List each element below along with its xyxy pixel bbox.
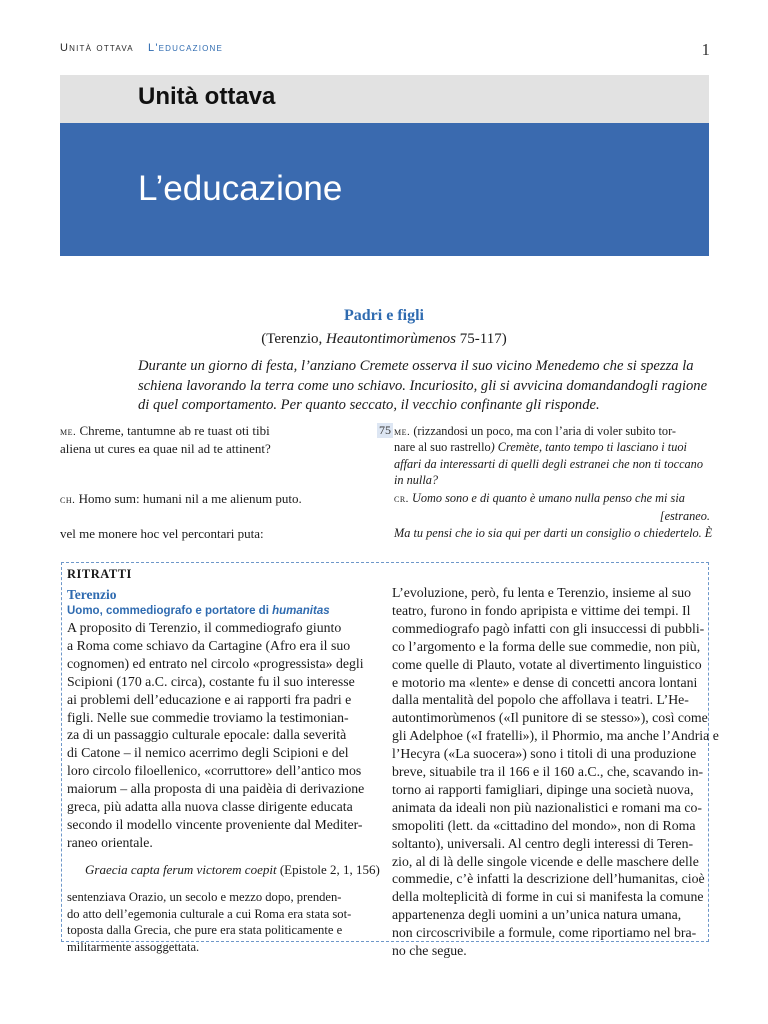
box-text-line: commedie, c’è infatti la descrizione dell’humanitas, cioè xyxy=(392,871,705,887)
translation-line xyxy=(394,525,712,542)
translation-text: ) Cremète, tanto tempo ti lasciano i tuoi xyxy=(490,440,687,454)
box-name: Terenzio xyxy=(67,587,117,602)
box-text-line: loro circolo filoellenico, «corruttore» dell’antico mos xyxy=(67,763,362,779)
box-text-line: smopoliti (lett. da «cittadino del mondo», non di Roma xyxy=(392,817,696,833)
speaker-label: me. xyxy=(60,426,77,438)
box-subtitle-italic: humanitas xyxy=(272,605,330,617)
box-text-line: ai problemi dell’educazione e ai rapporti fra padri e xyxy=(67,691,352,707)
box-text-line: za di un passaggio culturale epocale: dalla severità xyxy=(67,727,347,743)
box-text-line: A proposito di Terenzio, il commediografo giunto xyxy=(67,620,342,635)
box-text-line: secondo il modello vincente proveniente dal Mediter- xyxy=(67,816,363,832)
translation-line xyxy=(394,456,703,473)
ritratti-box xyxy=(61,562,719,958)
box-text-line: appartenenza degli uomini a un’unica natura umana, xyxy=(392,907,682,923)
translation-text: in nulla? xyxy=(394,473,439,487)
translation-line xyxy=(394,439,687,456)
reading-source xyxy=(0,331,768,348)
speaker-label: me. xyxy=(394,426,411,438)
translation-text: affari da interessarti di quelli degli estranei che non ti toccano xyxy=(394,457,703,471)
translation-text: (rizzandosi un poco, ma con l’aria di voler subito tor- xyxy=(410,424,677,438)
latin-line xyxy=(60,441,271,457)
box-text-line: gli Adelphoe («I fratelli»), il Phormio, ma anche l’Andria e xyxy=(392,728,719,744)
box-text-line: co l’argomento e la forma delle sue commedie, non più, xyxy=(392,638,701,654)
box-text-line: e motorio ma «lente» e dense di concetti ancora lontani xyxy=(392,674,698,690)
latin-line-text: vel me monere hoc vel percontari puta: xyxy=(60,526,264,541)
box-text-line: zio, al di là delle singole vicende e delle maschere delle xyxy=(392,853,699,869)
box-text-line: cognomen) ed entrato nel circolo «progressista» degli xyxy=(67,655,364,671)
translation-text: Ma tu pensi che io sia qui per darti un consiglio o chiedertelo. È xyxy=(394,526,713,540)
box-text-line: sentenziava Orazio, un secolo e mezzo dopo, prenden- xyxy=(67,889,342,904)
box-text-line: breve, situabile tra il 166 e il 160 a.C., che, scavando in- xyxy=(392,764,704,779)
running-head xyxy=(60,40,710,60)
box-text-line: l’Hecyra («La suocera») sono i titoli di una produzione xyxy=(392,746,697,762)
running-head-unit: Unità ottava xyxy=(60,42,134,54)
translation-line xyxy=(660,508,710,525)
quote-text: Graecia capta ferum victorem coepit xyxy=(85,861,277,877)
translation-line xyxy=(394,472,438,489)
latin-line-text: aliena ut cures ea quae nil ad te attinent? xyxy=(60,441,271,456)
box-text-line: greca, più adatta alla nuova classe dirigente educata xyxy=(67,799,353,814)
translation-line xyxy=(394,423,676,441)
box-text-line: commediografo pagò infatti con gli insuccessi di pubbli- xyxy=(392,620,705,636)
box-text-line: di Catone – il nemico acerrimo degli Scipioni e del xyxy=(67,745,349,761)
box-text-line: non circoscrivibile a formule, come riportiamo nel bra- xyxy=(392,925,697,941)
box-text-line: toposta dalla Grecia, che pure era stata politicamente e xyxy=(67,923,343,938)
running-head-section: L'educazione xyxy=(148,42,224,54)
box-subtitle-text: Uomo, commediografo e portatore di xyxy=(67,605,273,617)
box-text-line: do atto dell’egemonia culturale a cui Roma era stata sot- xyxy=(67,906,352,921)
box-text-line: maiorum – alla proposta di una paidèia di derivazione xyxy=(67,781,365,797)
box-text-line: della molteplicità di forme in cui si manifesta la comune xyxy=(392,889,704,905)
box-text-line: militarmente assoggettata. xyxy=(67,940,200,955)
speaker-label: cr. xyxy=(394,493,409,505)
translation-text: [estraneo. xyxy=(659,509,710,523)
translation-line xyxy=(394,490,685,508)
box-text-line: teatro, furono in fondo apripista e vittime dei tempi. Il xyxy=(392,602,691,618)
box-text-line: animata da ideali non più nazionalistici e romani ma co- xyxy=(392,799,702,815)
box-text-line: raneo orientale. xyxy=(67,834,153,850)
box-heading: RITRATTI xyxy=(67,567,132,581)
unit-title: Unità ottava xyxy=(138,83,276,110)
box-text-line: a Roma come schiavo da Cartagine (Afro era il suo xyxy=(67,637,351,653)
quote-reference: (Epistole 2, 1, 156) xyxy=(276,861,380,877)
box-subtitle xyxy=(67,605,330,617)
chapter-banner xyxy=(60,123,709,256)
reading-source-lines: 75-117) xyxy=(456,331,507,347)
box-text-line: no che segue. xyxy=(392,943,467,958)
reading-source-author: (Terenzio, xyxy=(261,331,327,347)
latin-line-text: Chreme, tantumne ab re tuast oti tibi xyxy=(76,423,270,438)
translation-text: Uomo sono e di quanto è umano nulla penso che mi sia xyxy=(408,491,685,505)
box-text-line: L’evoluzione, però, fu lenta e Terenzio, insieme al suo xyxy=(392,585,692,600)
latin-line xyxy=(60,526,264,542)
reading-source-work: Heautontimorùmenos xyxy=(326,331,457,347)
reading-title: Padri e figli xyxy=(344,307,424,324)
box-text-line: Scipioni (170 a.C. circa), costante fu il suo interesse xyxy=(67,673,355,689)
unit-banner xyxy=(60,75,709,123)
box-text-line: dalla mentalità del popolo che affollava i teatri. L’He- xyxy=(392,692,689,708)
box-text-line: autontimorùmenos («Il punitore di se stesso»), così come xyxy=(392,710,708,726)
box-quote xyxy=(85,861,380,879)
verse-number: 75 xyxy=(379,423,391,437)
latin-line xyxy=(60,423,270,439)
latin-line-text: Homo sum: humani nil a me alienum puto. xyxy=(75,491,302,506)
speaker-label: ch. xyxy=(60,494,76,506)
reading-intro: Durante un giorno di festa, l’anziano Cremete osserva il suo vicino Menedemo che si spezza la schiena lavorando la terra come uno schiavo. Incuriosito, gli si avvicina domandandogli ragione di quel comportamento. Per quanto seccato, il vecchio confinante gli risponde. xyxy=(138,358,708,413)
chapter-title: L’educazione xyxy=(138,169,343,208)
box-text-line: figli. Nelle sue commedie troviamo la testimonian- xyxy=(67,709,349,725)
latin-line xyxy=(60,491,302,507)
box-text-line: come quelle di Plauto, votate al divertimento linguistico xyxy=(392,656,702,672)
box-text-line: torno ai rapporti famigliari, dipinge una società nuova, xyxy=(392,781,694,797)
translation-text: nare al suo rastrello xyxy=(394,440,491,454)
box-text-line: soltanto), universali. Al centro degli interessi di Teren- xyxy=(392,835,694,851)
page-number: 1 xyxy=(701,40,710,59)
